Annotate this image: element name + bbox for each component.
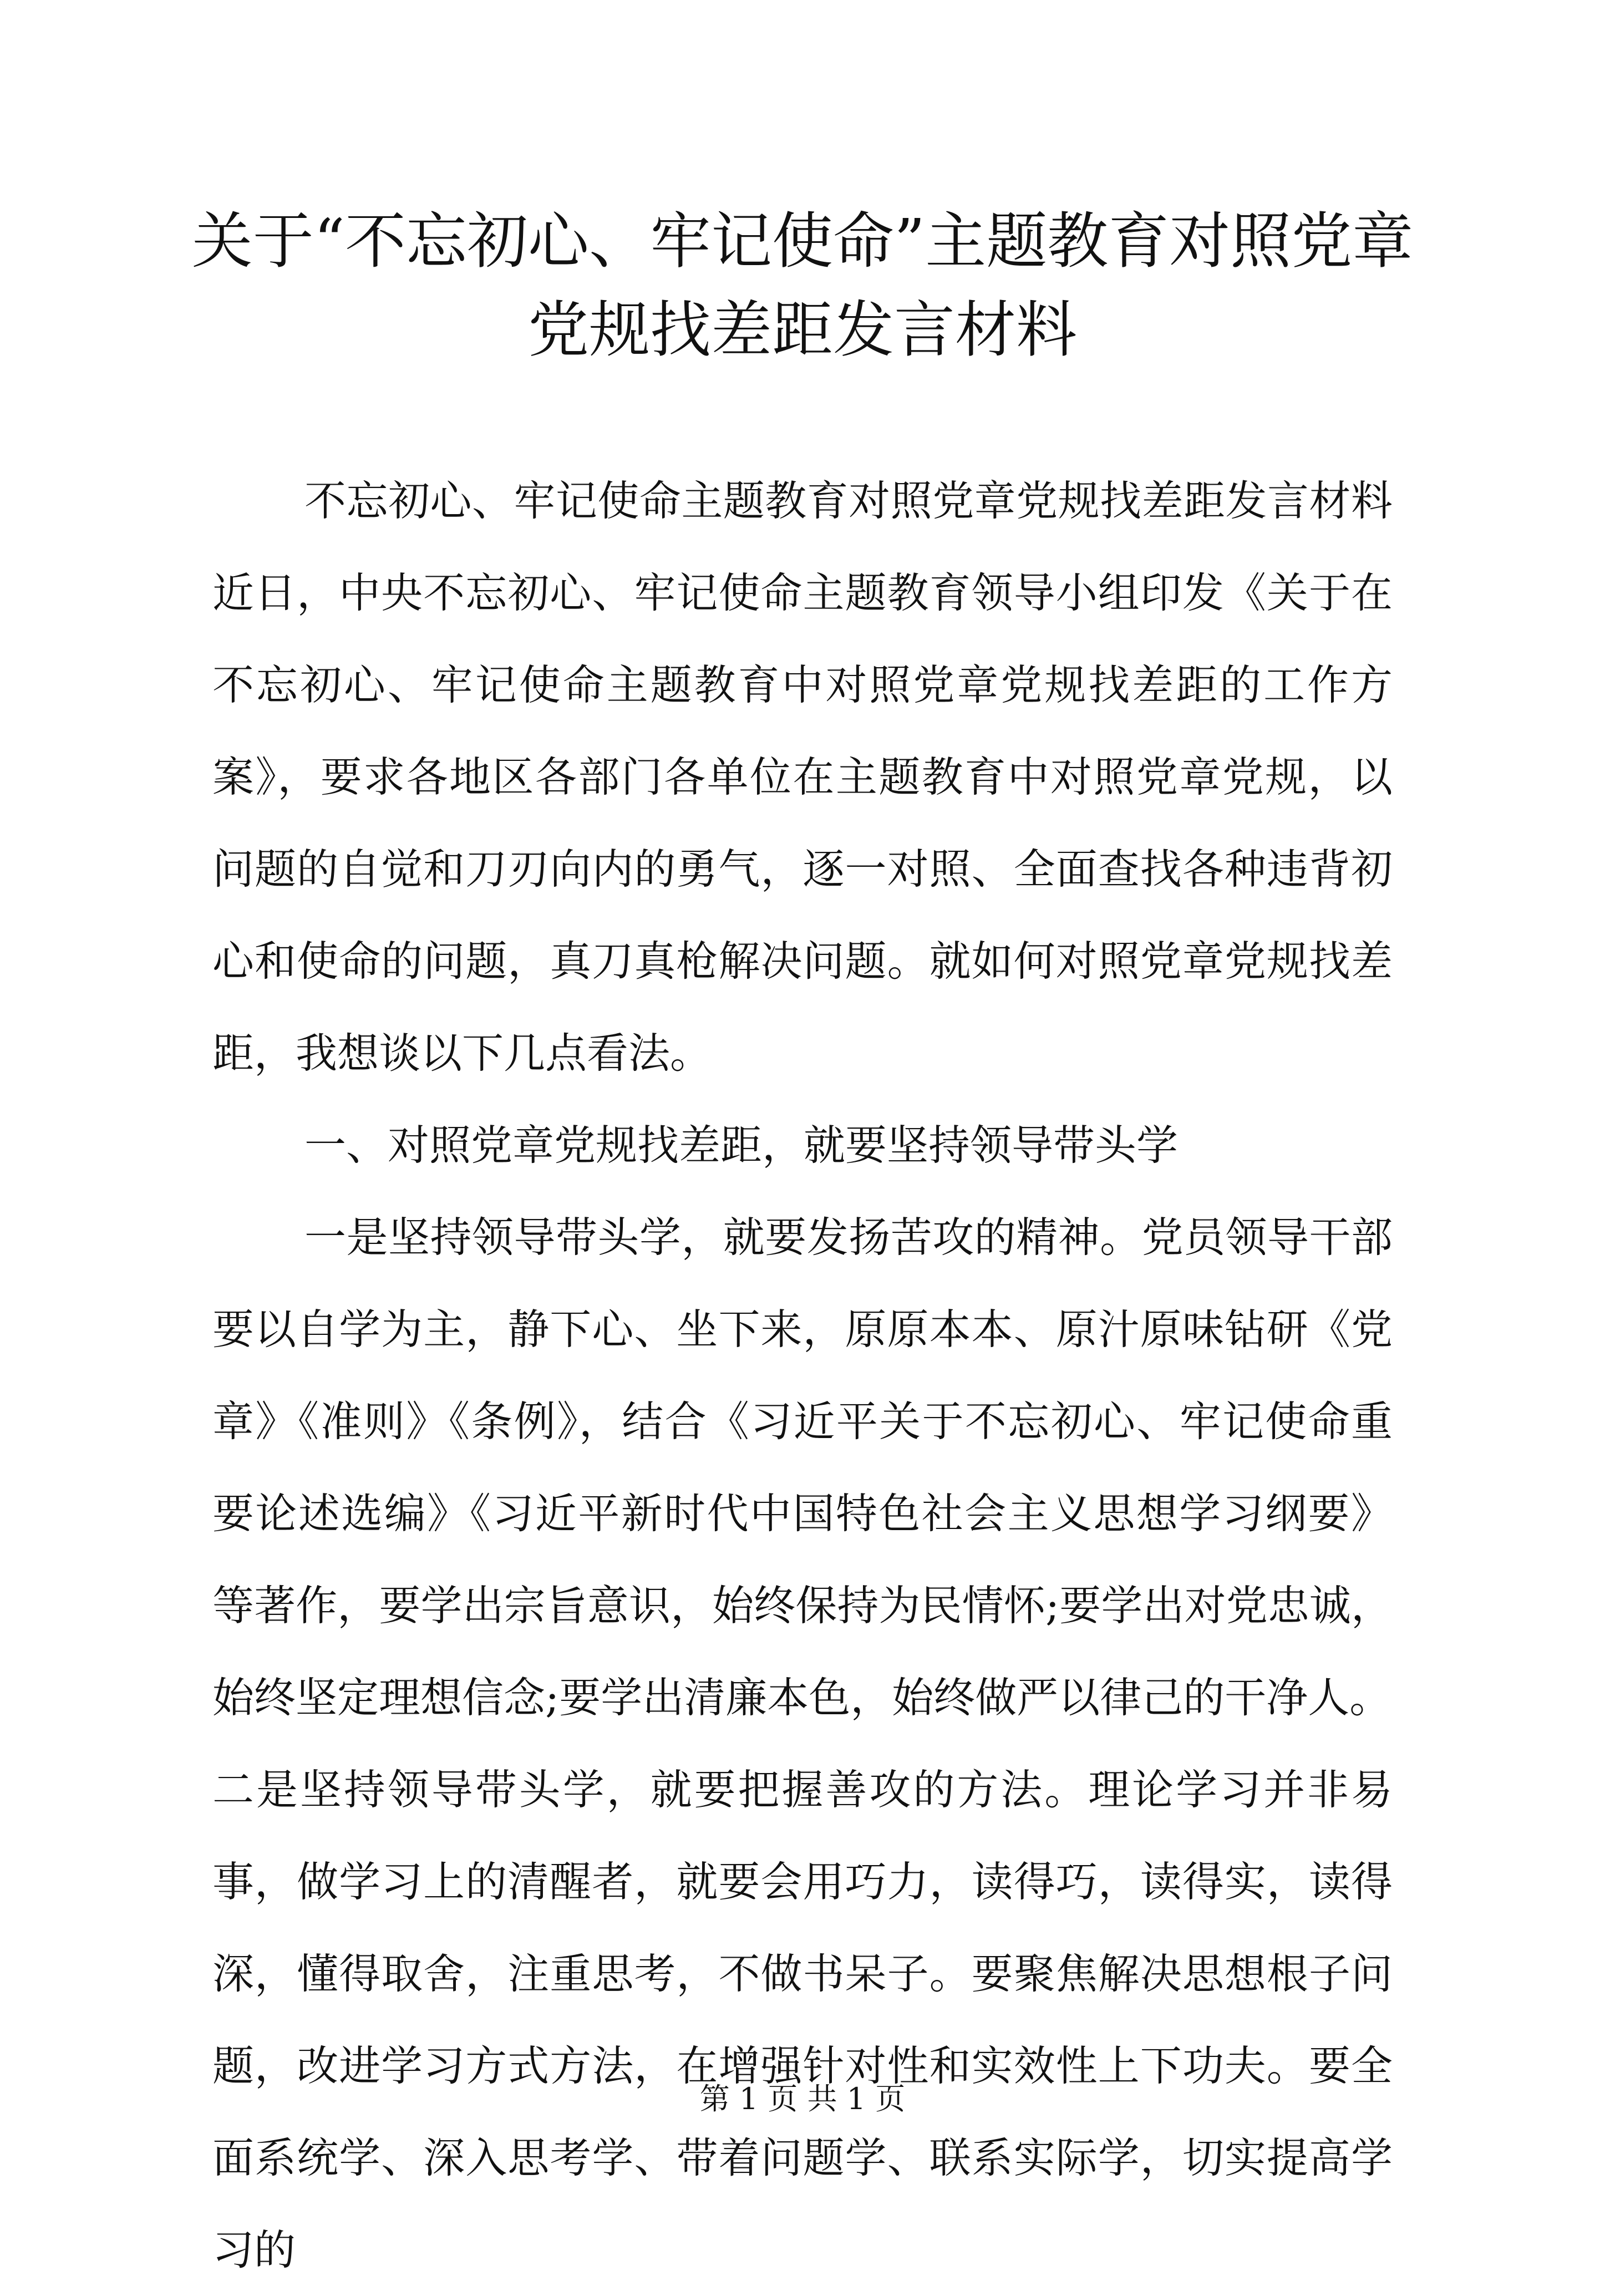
paragraph-intro: 不忘初心、牢记使命主题教育对照党章党规找差距发言材料近日，中央不忘初心、牢记使命主题教育领导小组印发《关于在不忘初心、牢记使命主题教育中对照党章党规找差距的工作方案》，要求各地区各部门各单位在主题教育中对照党章党规，以问题的自觉和刀刃向内的勇气，逐一对照、全面查找各种违背初心和使命的问题，真刀真枪解决问题。就如何对照党章党规找差距，我想谈以下几点看法。 xyxy=(212,476,1393,1078)
page-footer: 第 1 页 共 1 页 xyxy=(699,2081,906,2116)
paragraph-point-1: 一是坚持领导带头学，就要发扬苦攻的精神。党员领导干部要以自学为主，静下心、坐下来，原原本本、原汁原味钻研《党章》《准则》《条例》，结合《习近平关于不忘初心、牢记使命重要论述选编》《习近平新时代中国特色社会主义思想学习纲要》等著作，要学出宗旨意识，始终保持为民情怀;要学出对党忠诚，始终坚定理想信念;要学出清廉本色，始终做严以律己的干净人。 xyxy=(212,1213,1393,1722)
paragraph-point-2: 二是坚持领导带头学，就要把握善攻的方法。理论学习并非易事，做学习上的清醒者，就要会用巧力，读得巧，读得实，读得深，懂得取舍，注重思考，不做书呆子。要聚焦解决思想根子问题，改进学习方式方法，在增强针对性和实效性上下功夫。要全面系统学、深入思考学、带着问题学、联系实际学，切实提高学习的 xyxy=(212,1765,1393,2274)
section-heading-1: 一、对照党章党规找差距，就要坚持领导带头学 xyxy=(304,1121,1179,1170)
document-body xyxy=(212,455,1393,2296)
document-title: 关于“不忘初心、牢记使命”主题教育对照党章党规找差距发言材料 xyxy=(191,206,1414,365)
